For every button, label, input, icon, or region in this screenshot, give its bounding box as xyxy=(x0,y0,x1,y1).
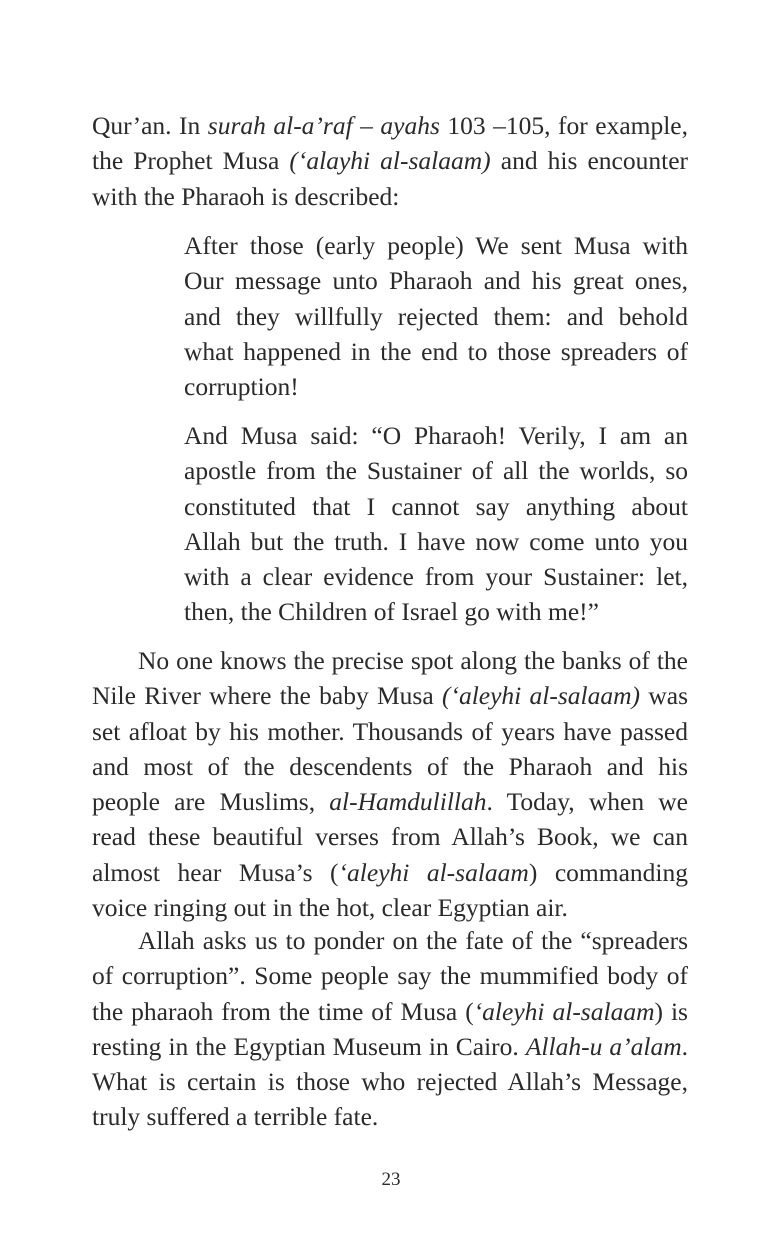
para2-text-1: No one knows the precise spot along the banks of the Nile River where the baby Musa xyxy=(92,646,688,711)
para3-text-2: ) is resting in the Egyptian Museum in Cairo. xyxy=(92,996,688,1061)
intro-text-4: and his encounter with the Pharaoh is described: xyxy=(92,146,689,211)
body-paragraph-3 xyxy=(92,923,688,1135)
para2-italic-2: al-Hamdulillah xyxy=(329,787,487,817)
quote-paragraph-2: And Musa said: “O Pharaoh! Verily, I am an apostle from the Sustainer of all the worlds, so constituted that I cannot say anything about Allah but the truth. I have now come unto you with a clear evidence from your Sustainer: let, then, the Children of Israel go with me!” xyxy=(184,421,688,627)
page-number: 23 xyxy=(381,1169,401,1190)
body-paragraph-2 xyxy=(92,643,688,925)
intro-italic-surah: surah al-a’raf xyxy=(207,111,353,140)
para3-italic-1: ‘aleyhi al-salaam xyxy=(473,996,655,1026)
quote-paragraph-1: After those (early people) We sent Musa with Our message unto Pharaoh and his great ones, and they willfully rejected them: and behold what happened in the end to those spreaders of corruption! xyxy=(184,231,688,402)
intro-italic-ayahs: ayahs xyxy=(380,111,440,140)
para3-text-1: Allah asks us to ponder on the fate of the “spreaders of corruption”. Some people say the mummified body of the pharaoh from the time of Musa ( xyxy=(92,926,688,1026)
para2-text-2: was set afloat by his mother. Thousands of years have passed and most of the descendents of the Pharaoh and his people are Muslims, xyxy=(92,681,688,817)
intro-text-2: – xyxy=(352,111,381,140)
intro-text-3: 103 –105, for example, the Prophet Musa xyxy=(92,111,688,176)
para3-italic-2: Allah-u a’alam xyxy=(525,1031,682,1061)
para3-text-3: . What is certain is those who rejected Allah’s Message, truly suffered a terrible fate. xyxy=(92,1031,688,1132)
para2-text-4: ) commanding voice ringing out in the hot, clear Egyptian air. xyxy=(92,857,688,923)
intro-text-1: Qur’an. In xyxy=(92,111,208,140)
para2-italic-1: (‘aleyhi al-salaam) xyxy=(441,681,641,711)
para2-italic-3: ‘aleyhi al-salaam xyxy=(338,857,529,887)
intro-paragraph xyxy=(92,108,688,214)
para2-text-3: . Today, when we read these beautiful verses from Allah’s Book, we can almost hear Musa’s ( xyxy=(92,787,688,887)
intro-italic-honorific: (‘alayhi al-salaam) xyxy=(289,146,491,176)
